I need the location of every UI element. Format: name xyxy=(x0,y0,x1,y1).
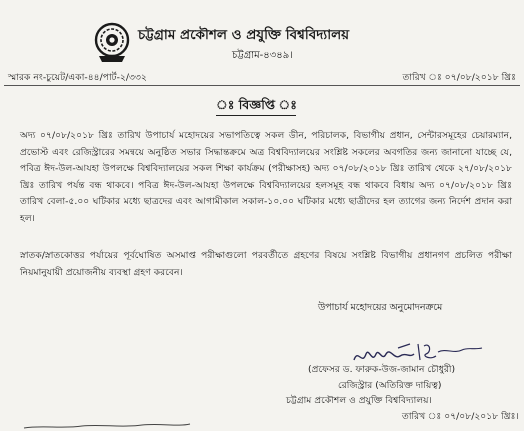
memo-number: স্মারক নং-চুয়েট/একা-৪৪/পার্ট-২/৩৩২ xyxy=(8,72,147,83)
notice-paragraph-1: অদ্য ০৭/০৮/২০১৮ খ্রিঃ তারিখ উপাচার্য মহোদয়ের সভাপতিত্বে সকল ডীন, পরিচালক, বিভাগীয় প্রধান, সেন্টারসমূহের চেয়ারম্যান, প্রভোস্ট এবং রেজিস্ট্রারের সমন্বয়ে অনুষ্ঠিত সভার সিদ্ধান্তক্রমে অত্র বিশ্ববিদ্যালয়ের সংশ্লিষ্ট সকলের অবগতির জন্য জানানো যাচ্ছে যে, পবিত্র ঈদ-উল-আযহা উপলক্ষে বিশ্ববিদ্যালয়ের সকল শিক্ষা কার্যক্রম (পরীক্ষাসহ) অদ্য ০৭/০৮/২০১৮ খ্রিঃ তারিখ থেকে ২৭/০৮/২০১৮ খ্রিঃ তারিখ পর্যন্ত বন্ধ থাকবে। পবিত্র ঈদ-উল-আযহা উপলক্ষে বিশ্ববিদ্যালয়ের হলসমূহ বন্ধ থাকবে বিধায় অদ্য ০৭/০৮/২০১৮ খ্রিঃ তারিখ বেলা-৫.০০ ঘটিকার মধ্যে ছাত্রদের এবং আগামীকাল সকাল-১০.০০ ঘটিকার মধ্যে ছাত্রীদের হল ত্যাগের জন্য নির্দেশ প্রদান করা হল। xyxy=(20,130,512,224)
memo-row xyxy=(8,70,516,84)
signature-date: তারিখ ঃ ০৭/০৮/২০১৮ খ্রিঃ। xyxy=(402,410,519,422)
notice-title: ঃ বিজ্ঞপ্তি ঃ xyxy=(216,97,296,116)
university-city: চট্টগ্রাম-৪৩৪৯। xyxy=(232,50,293,61)
approval-line: উপাচার্য মহোদয়ের অনুমোদনক্রমে xyxy=(318,302,443,313)
university-emblem-icon xyxy=(93,20,131,64)
cut-off-footer-text xyxy=(22,420,192,431)
notice-paragraph-2: স্নাতক/স্নাতকোত্তর পর্যায়ের পূর্বঘোষিত অসমাপ্ত পরীক্ষাগুলো পরবর্তীতে গ্রহণের বিষয়ে সংশ্লিষ্ট বিভাগীয় প্রধানগণ প্রচলিত পরীক্ষা নিয়মানুযায়ী প্রয়োজনীয় ব্যবস্থা গ্রহণ করবেন। xyxy=(20,250,512,278)
university-name: চট্টগ্রাম প্রকৌশল ও প্রযুক্তি বিশ্ববিদ্যালয় xyxy=(138,27,350,43)
memo-date: তারিখ ঃ ০৭/০৮/২০১৮ খ্রিঃ xyxy=(402,72,516,83)
signature-block xyxy=(286,362,519,424)
signatory-name: (প্রফেসর ড. ফারুক-উজ-জামান চৌধুরী) xyxy=(308,364,456,375)
signatory-institution: চট্টগ্রাম প্রকৌশল ও প্রযুক্তি বিশ্ববিদ্যালয়। xyxy=(286,395,432,407)
header-divider xyxy=(4,85,520,86)
signatory-designation: রেজিস্ট্রার (অতিরিক্ত দায়িত্ব) xyxy=(338,379,442,391)
